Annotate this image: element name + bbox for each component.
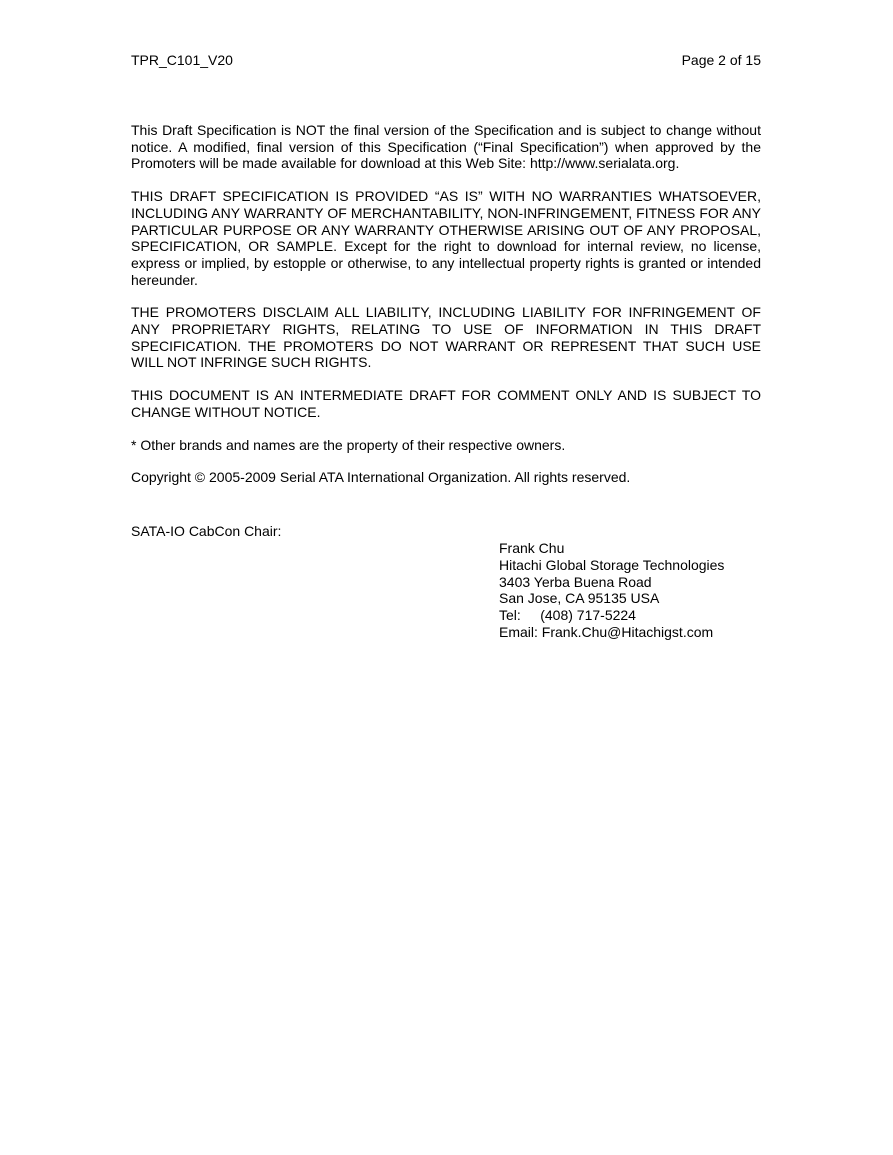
copyright-paragraph: Copyright © 2005-2009 Serial ATA International Organization. All rights reserved. <box>131 469 631 486</box>
chair-name: Frank Chu <box>499 540 565 556</box>
chair-city: San Jose, CA 95135 USA <box>499 590 660 607</box>
intermediate-draft-paragraph: THIS DOCUMENT IS AN INTERMEDIATE DRAFT FOR COMMENT ONLY AND IS SUBJECT TO CHANGE WITHOUT NOTICE. <box>131 387 761 420</box>
liability-disclaimer-paragraph: THE PROMOTERS DISCLAIM ALL LIABILITY, INCLUDING LIABILITY FOR INFRINGEMENT OF ANY PROPRIETARY RIGHTS, RELATING TO USE OF INFORMATION IN THIS DRAFT SPECIFICATION. THE PROMOTERS DO NOT WARRANT OR REPRESENT THAT SUCH USE WILL NOT INFRINGE SUCH RIGHTS. <box>131 304 761 371</box>
document-id: TPR_C101_V20 <box>131 52 233 68</box>
warranty-disclaimer-paragraph: THIS DRAFT SPECIFICATION IS PROVIDED “AS IS” WITH NO WARRANTIES WHATSOEVER, INCLUDING ANY WARRANTY OF MERCHANTABILITY, NON-INFRINGEMENT, FITNESS FOR ANY PARTICULAR PURPOSE OR ANY WARRANTY OTHERWISE ARISING OUT OF ANY PROPOSAL, SPECIFICATION, OR SAMPLE. Except for the right to download for internal review, no license, express or implied, by estopple or otherwise, to any intellectual property rights is granted or intended hereunder. <box>131 188 761 288</box>
chair-label: SATA-IO CabCon Chair: <box>131 523 282 539</box>
draft-notice-paragraph: This Draft Specification is NOT the final version of the Specification and is subject to change without notice. A modified, final version of this Specification (“Final Specification”) when approved by the Promoters will be made available for download at this Web Site: http://www.serialata.org. <box>131 122 761 172</box>
trademark-paragraph: * Other brands and names are the property of their respective owners. <box>131 436 566 453</box>
chair-telephone: Tel: (408) 717-5224 <box>499 607 636 624</box>
document-body <box>131 122 761 502</box>
page-number: Page 2 of 15 <box>681 52 761 68</box>
chair-street: 3403 Yerba Buena Road <box>499 573 652 590</box>
chair-contact-block <box>499 540 724 641</box>
chair-company: Hitachi Global Storage Technologies <box>499 556 725 573</box>
chair-email: Email: Frank.Chu@Hitachigst.com <box>499 623 714 640</box>
